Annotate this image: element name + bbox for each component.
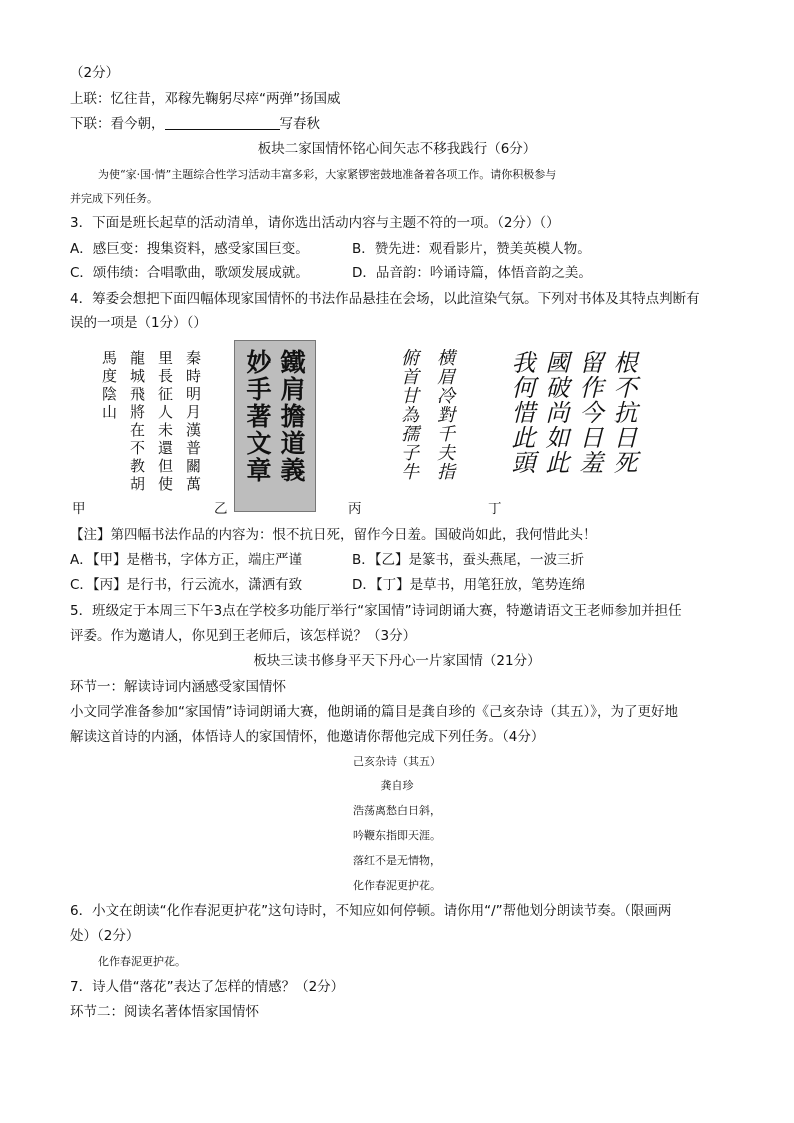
q4-option-c: C．【丙】是行书，行云流水，潇洒有致 xyxy=(70,577,303,593)
q4-option-b: B．【乙】是篆书，蚕头燕尾，一波三折 xyxy=(352,552,585,568)
jia-col-2: 里長征人未還但使 xyxy=(156,350,174,494)
label-ding: 丁 xyxy=(488,501,502,517)
poem-line-3: 落红不是无情物， xyxy=(353,854,441,867)
ding-col-3: 國破尚如此 xyxy=(541,350,569,475)
q3-option-d: D．品音韵：吟诵诗篇，体悟音韵之美。 xyxy=(352,265,592,281)
q4-stem-line1: 4．筹委会想把下面四幅体现家国情怀的书法作品悬挂在会场，以此渲染气氛。下列对书体及其特点判断有 xyxy=(70,291,700,307)
block2-intro-line1: 为使“家·国·情”主题综合性学习活动丰富多彩，大家紧锣密鼓地准备着各项工作。请你积极参与 xyxy=(98,168,557,181)
poem-line-1: 浩荡离愁白日斜， xyxy=(353,804,441,817)
couplet-upper: 上联：忆往昔，邓稼先鞠躬尽瘁“两弹”扬国威 xyxy=(70,91,341,107)
calligraphy-yi xyxy=(234,340,316,512)
q3-option-c: C．颂伟绩：合唱歌曲，歌颂发展成就。 xyxy=(70,265,309,281)
block3-para-line2: 解读这首诗的内涵，体悟诗人的家国情怀，他邀请你帮他完成下列任务。（4分） xyxy=(70,729,545,745)
section2-heading: 环节二：阅读名著体悟家国情怀 xyxy=(70,1004,259,1020)
bing-col-1: 横眉冷對千夫指 xyxy=(434,348,455,481)
q3-option-a: A．感巨变：搜集资料，感受家国巨变。 xyxy=(70,241,309,257)
couplet-lower-suffix: 写春秋 xyxy=(279,116,320,132)
q7-stem: 7．诗人借“落花”表达了怎样的情感？（2分） xyxy=(70,979,345,995)
poem-line-4: 化作春泥更护花。 xyxy=(353,879,441,892)
q5-line2: 评委。作为邀请人，你见到王老师后，该怎样说？（3分） xyxy=(70,628,417,644)
poem-author: 龚自珍 xyxy=(380,779,414,792)
block3-title: 板块三读书修身平天下丹心一片家国情（21分） xyxy=(253,653,541,669)
q5-line1: 5．班级定于本周三下午3点在学校多功能厅举行“家国情”诗词朗诵大赛，特邀请语文王老师参加并担任 xyxy=(70,603,682,619)
calligraphy-bing xyxy=(365,348,465,508)
q4-note: 【注】第四幅书法作品的内容为：恨不抗日死，留作今日羞。国破尚如此，我何惜此头！ xyxy=(70,527,597,543)
section1-heading: 环节一：解读诗词内涵感受家国情怀 xyxy=(70,679,286,695)
answer-blank[interactable] xyxy=(165,116,280,130)
calligraphy-ding xyxy=(505,350,645,510)
poem-title: 己亥杂诗（其五） xyxy=(353,755,441,768)
bing-col-2: 俯首甘為孺子牛 xyxy=(398,348,419,481)
score-note: （2分） xyxy=(70,65,120,81)
q3-option-b: B．赞先进：观看影片，赞美英模人物。 xyxy=(352,241,591,257)
couplet-lower xyxy=(70,115,320,133)
ding-col-4: 我何惜此頭 xyxy=(507,350,535,475)
block3-para-line1: 小文同学准备参加“家国情”诗词朗诵大赛，他朗诵的篇目是龚自珍的《己亥杂诗（其五）》，为了更好地 xyxy=(70,704,678,720)
q6-answer-line[interactable]: 化作春泥更护花。 xyxy=(98,955,186,968)
ding-col-2: 留作今日羞 xyxy=(575,350,603,475)
q4-option-a: A．【甲】是楷书，字体方正，端庄严谨 xyxy=(70,552,302,568)
block2-title: 板块二家国情怀铭心间矢志不移我践行（6分） xyxy=(257,141,537,157)
yi-col-2: 妙手著文章 xyxy=(243,349,272,484)
couplet-lower-prefix: 下联：看今朝， xyxy=(70,116,165,132)
jia-col-1: 秦時明月漢普關萬 xyxy=(184,350,202,494)
block2-intro-line2: 并完成下列任务。 xyxy=(70,192,158,205)
q4-stem-line2: 误的一项是（1分）（） xyxy=(70,315,207,331)
calligraphy-jia xyxy=(88,350,206,510)
label-yi: 乙 xyxy=(214,501,228,517)
label-jia: 甲 xyxy=(72,501,86,517)
jia-col-3: 龍城飛將在不教胡 xyxy=(128,350,146,494)
q6-line1: 6．小文在朗读“化作春泥更护花”这句诗时，不知应如何停顿。请你用“/”帮他划分朗读节奏。（限画两 xyxy=(70,903,672,919)
label-bing: 丙 xyxy=(348,501,362,517)
q6-line2: 处）（2分） xyxy=(70,928,140,944)
poem-line-2: 吟鞭东指即天涯。 xyxy=(353,829,441,842)
q3-stem: 3．下面是班长起草的活动清单，请你选出活动内容与主题不符的一项。（2分）（） xyxy=(70,215,560,231)
jia-col-4: 馬度陰山 xyxy=(100,350,118,422)
yi-col-1: 鐵肩擔道義 xyxy=(277,349,306,484)
q4-option-d: D．【丁】是草书，用笔狂放，笔势连绵 xyxy=(352,577,586,593)
ding-col-1: 根不抗日死 xyxy=(609,350,637,475)
